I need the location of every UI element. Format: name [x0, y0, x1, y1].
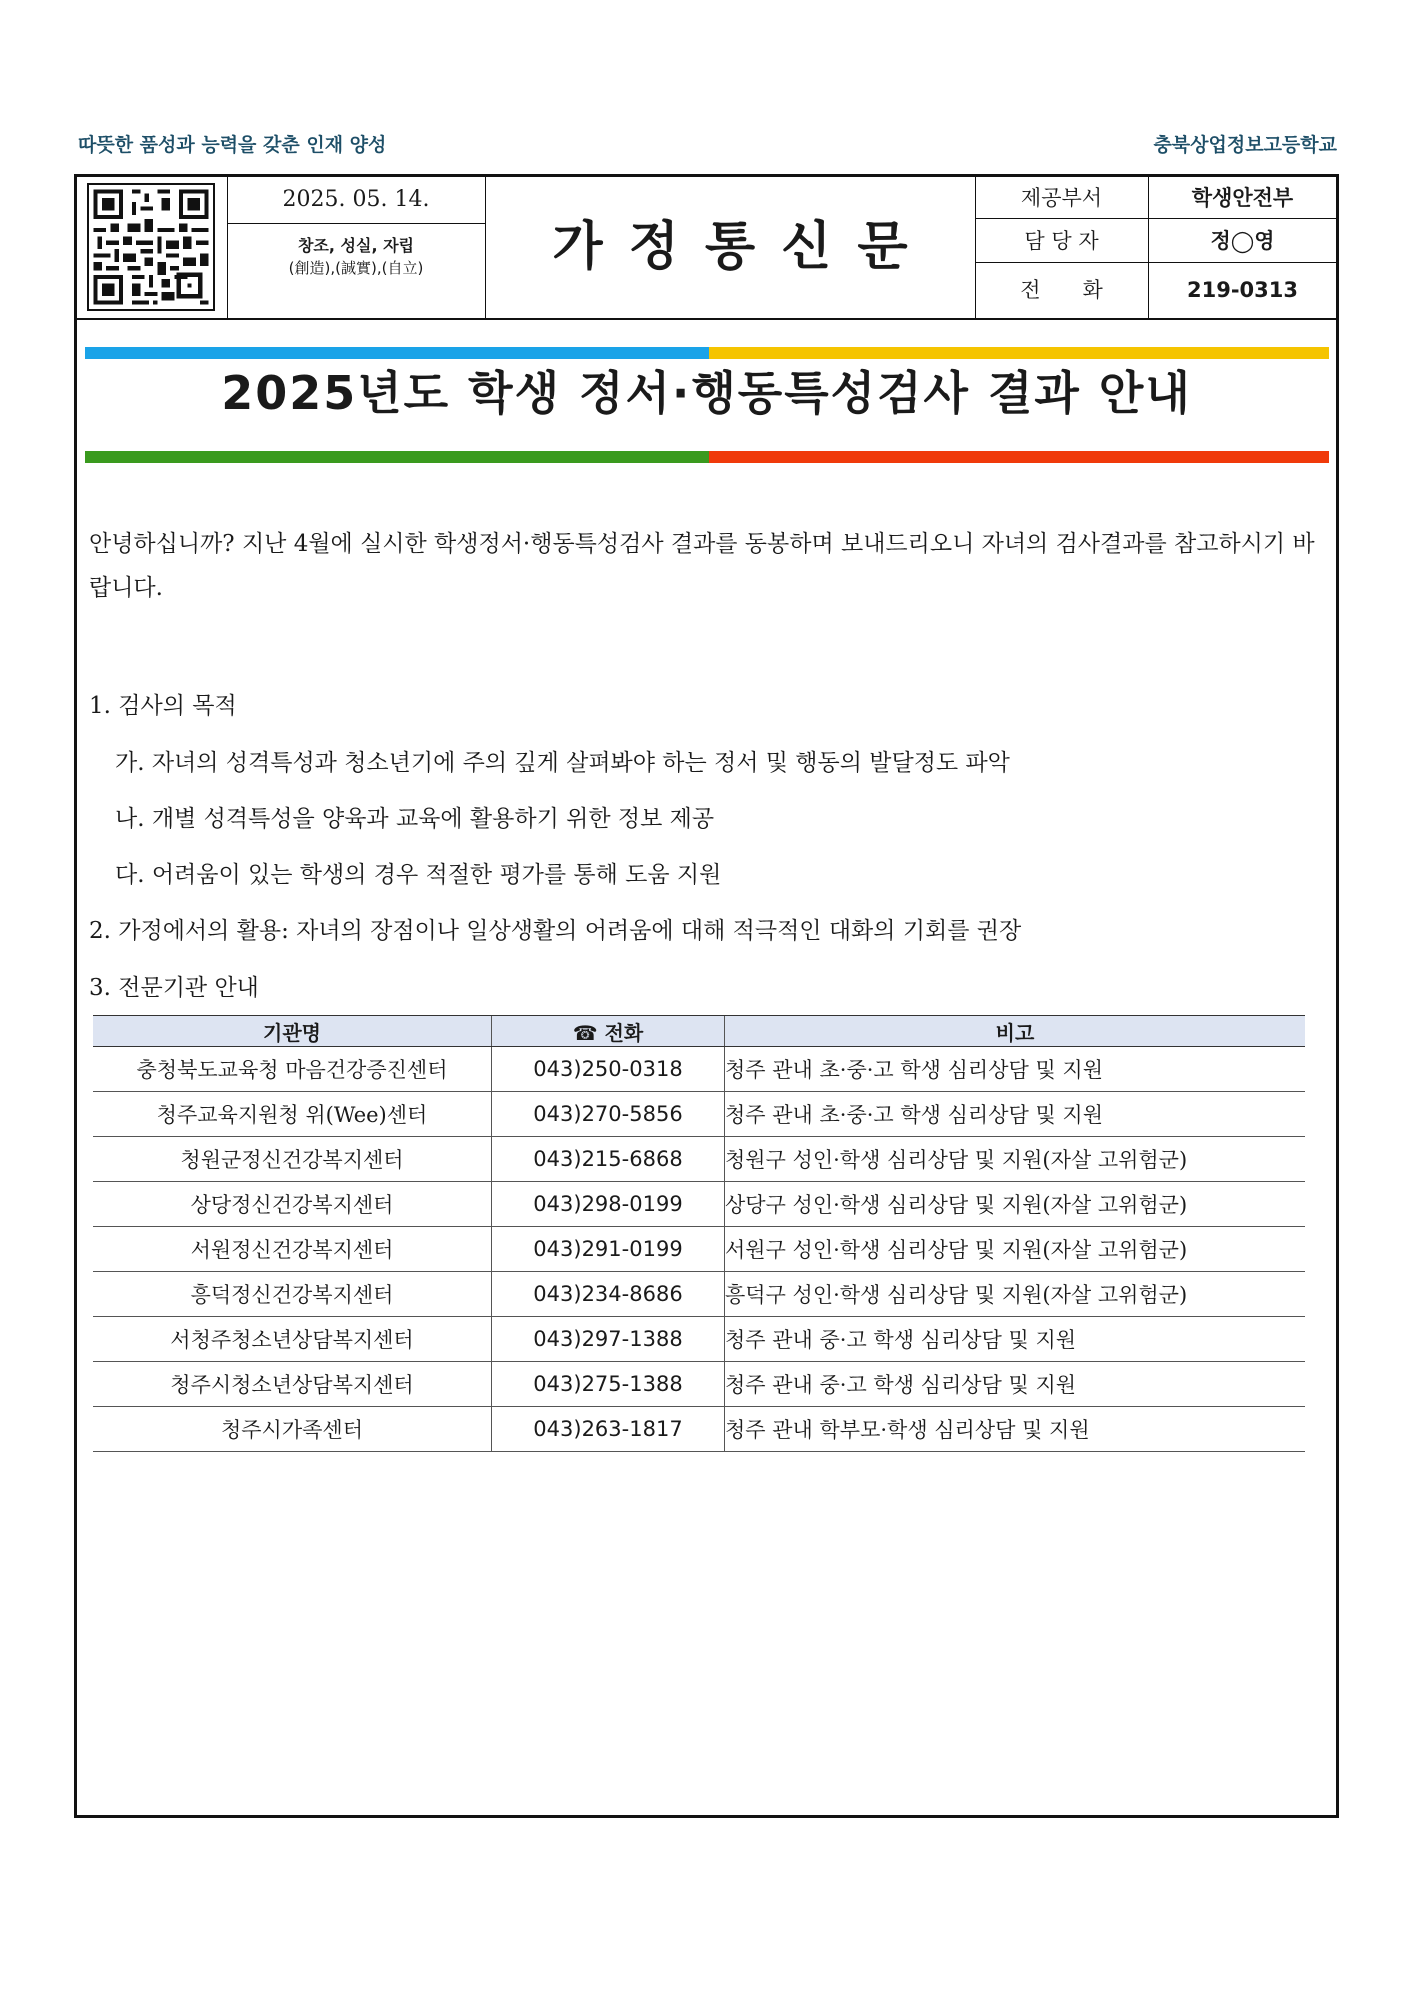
table-row [93, 1272, 1305, 1317]
institution-name: 서원정신건강복지센터 [93, 1227, 492, 1272]
newsletter-frame [74, 174, 1339, 1818]
institution-name: 서청주청소년상담복지센터 [93, 1317, 492, 1362]
intro-paragraph: 안녕하십니까? 지난 4월에 실시한 학생정서·행동특성검사 결과를 동봉하며 보내드리오니 자녀의 검사결과를 참고하시기 바랍니다. [89, 531, 1315, 601]
header-table [77, 177, 1336, 320]
info-value: 학생안전부 [1191, 186, 1294, 210]
table-row [93, 1182, 1305, 1227]
institution-name: 청원군정신건강복지센터 [93, 1137, 492, 1182]
section-2-heading: 2. 가정에서의 활용: 자녀의 장점이나 일상생활의 어려움에 대해 적극적인 대화의 기회를 권장 [89, 918, 1022, 944]
institution-note: 청원구 성인·학생 심리상담 및 지원(자살 고위험군) [725, 1137, 1306, 1182]
institution-name: 청주교육지원청 위(Wee)센터 [93, 1092, 492, 1137]
institution-name: 충청북도교육청 마음건강증진센터 [93, 1047, 492, 1092]
table-row [93, 1137, 1305, 1182]
info-cell [975, 177, 1336, 318]
qr-code-icon [87, 183, 215, 311]
school-values-hanja: (創造),(誠實),(自立) [288, 259, 424, 277]
institution-phone: 043)234-8686 [492, 1272, 725, 1317]
institution-phone: 043)291-0199 [492, 1227, 725, 1272]
institution-note: 청주 관내 초·중·고 학생 심리상담 및 지원 [725, 1092, 1306, 1137]
section-1-item: 나. 개별 성격특성을 양육과 교육에 활용하기 위한 정보 제공 [115, 806, 715, 832]
school-values-korean: 창조, 성실, 자립 [297, 236, 415, 255]
institution-phone: 043)270-5856 [492, 1092, 725, 1137]
institution-note: 흥덕구 성인·학생 심리상담 및 지원(자살 고위험군) [725, 1272, 1306, 1317]
section-1-item: 가. 자녀의 성격특성과 청소년기에 주의 깊게 살펴봐야 하는 정서 및 행동의 발달정도 파악 [115, 750, 1010, 776]
table-row [93, 1227, 1305, 1272]
institution-name: 상당정신건강복지센터 [93, 1182, 492, 1227]
institution-name: 청주시가족센터 [93, 1407, 492, 1452]
newsletter-title: 가정통신문 [552, 217, 934, 277]
title-cell [485, 177, 976, 318]
issue-date: 2025. 05. 14. [227, 177, 485, 224]
table-row [93, 1317, 1305, 1362]
institution-phone: 043)297-1388 [492, 1317, 725, 1362]
column-header-name: 기관명 [93, 1016, 492, 1047]
table-row [93, 1047, 1305, 1092]
institution-name: 흥덕정신건강복지센터 [93, 1272, 492, 1317]
school-motto: 따뜻한 품성과 능력을 갖춘 인재 양성 [78, 134, 387, 156]
institution-phone: 043)275-1388 [492, 1362, 725, 1407]
institution-phone: 043)298-0199 [492, 1182, 725, 1227]
info-value: 정◯영 [1210, 229, 1275, 253]
info-label: 제공부서 [975, 177, 1149, 218]
section-1-heading: 1. 검사의 목적 [89, 693, 237, 719]
table-row [93, 1362, 1305, 1407]
info-label: 전 화 [975, 263, 1149, 318]
headline: 2025년도 학생 정서·행동특성검사 결과 안내 [221, 366, 1192, 420]
institution-name: 청주시청소년상담복지센터 [93, 1362, 492, 1407]
table-row [93, 1092, 1305, 1137]
bar-bottom-left [85, 451, 709, 463]
bar-bottom-right [709, 451, 1329, 463]
column-header-note: 비고 [725, 1016, 1306, 1047]
institution-note: 상당구 성인·학생 심리상담 및 지원(자살 고위험군) [725, 1182, 1306, 1227]
institution-note: 청주 관내 중·고 학생 심리상담 및 지원 [725, 1362, 1306, 1407]
info-row-contact-person [975, 219, 1336, 263]
table-header-row [93, 1016, 1305, 1047]
qr-cell [77, 177, 228, 318]
school-values [227, 235, 485, 279]
info-label: 담 당 자 [975, 219, 1149, 262]
info-row-department [975, 177, 1336, 219]
institution-table [93, 1015, 1305, 1452]
table-row [93, 1407, 1305, 1452]
institution-note: 청주 관내 학부모·학생 심리상담 및 지원 [725, 1407, 1306, 1452]
institution-note: 서원구 성인·학생 심리상담 및 지원(자살 고위험군) [725, 1227, 1306, 1272]
school-name: 충북상업정보고등학교 [1153, 134, 1337, 156]
info-row-phone [975, 263, 1336, 318]
institution-phone: 043)263-1817 [492, 1407, 725, 1452]
date-cell [227, 177, 486, 318]
column-header-phone: ☎ 전화 [492, 1016, 725, 1047]
section-1-item: 다. 어려움이 있는 학생의 경우 적절한 평가를 통해 도움 지원 [115, 862, 722, 888]
institution-phone: 043)250-0318 [492, 1047, 725, 1092]
info-value: 219-0313 [1187, 278, 1298, 302]
institution-phone: 043)215-6868 [492, 1137, 725, 1182]
institution-note: 청주 관내 중·고 학생 심리상담 및 지원 [725, 1317, 1306, 1362]
section-3-heading: 3. 전문기관 안내 [89, 975, 259, 1001]
institution-note: 청주 관내 초·중·고 학생 심리상담 및 지원 [725, 1047, 1306, 1092]
